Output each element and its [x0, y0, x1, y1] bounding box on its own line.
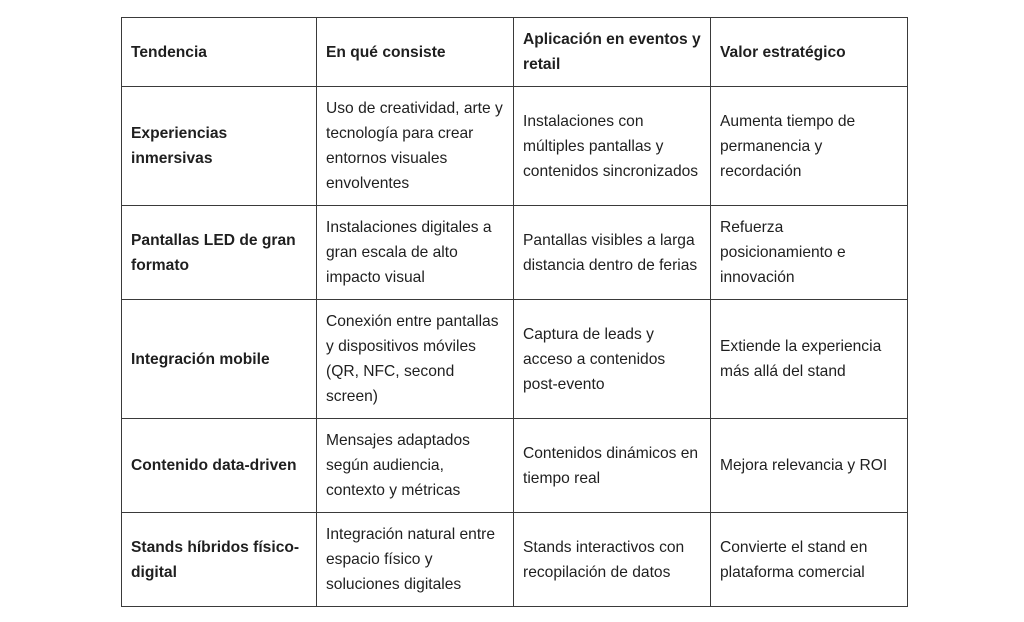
- cell-aplicacion: Stands interactivos con recopilación de datos: [514, 513, 711, 607]
- table-row: [122, 206, 908, 300]
- cell-consiste: Conexión entre pantallas y dispositivos móviles (QR, NFC, second screen): [317, 300, 514, 419]
- cell-valor: Aumenta tiempo de permanencia y recordación: [711, 87, 908, 206]
- table-row: [122, 513, 908, 607]
- cell-aplicacion: Instalaciones con múltiples pantallas y contenidos sincronizados: [514, 87, 711, 206]
- cell-valor: Refuerza posicionamiento e innovación: [711, 206, 908, 300]
- cell-valor: Convierte el stand en plataforma comercial: [711, 513, 908, 607]
- cell-aplicacion: Pantallas visibles a larga distancia dentro de ferias: [514, 206, 711, 300]
- cell-aplicacion: Captura de leads y acceso a contenidos post-evento: [514, 300, 711, 419]
- header-valor-estrategico: Valor estratégico: [711, 18, 908, 87]
- table-row: [122, 87, 908, 206]
- cell-consiste: Instalaciones digitales a gran escala de alto impacto visual: [317, 206, 514, 300]
- header-tendencia: Tendencia: [122, 18, 317, 87]
- trends-table: [121, 17, 908, 607]
- cell-tendencia: Integración mobile: [122, 300, 317, 419]
- cell-tendencia: Pantallas LED de gran formato: [122, 206, 317, 300]
- cell-valor: Extiende la experiencia más allá del stand: [711, 300, 908, 419]
- cell-consiste: Mensajes adaptados según audiencia, contexto y métricas: [317, 419, 514, 513]
- cell-valor: Mejora relevancia y ROI: [711, 419, 908, 513]
- table-row: [122, 419, 908, 513]
- cell-tendencia: Contenido data-driven: [122, 419, 317, 513]
- table-row: [122, 300, 908, 419]
- cell-aplicacion: Contenidos dinámicos en tiempo real: [514, 419, 711, 513]
- cell-tendencia: Experiencias inmersivas: [122, 87, 317, 206]
- cell-consiste: Uso de creatividad, arte y tecnología para crear entornos visuales envolventes: [317, 87, 514, 206]
- header-row: [122, 18, 908, 87]
- header-en-que-consiste: En qué consiste: [317, 18, 514, 87]
- header-aplicacion: Aplicación en eventos y retail: [514, 18, 711, 87]
- cell-tendencia: Stands híbridos físico-digital: [122, 513, 317, 607]
- cell-consiste: Integración natural entre espacio físico y soluciones digitales: [317, 513, 514, 607]
